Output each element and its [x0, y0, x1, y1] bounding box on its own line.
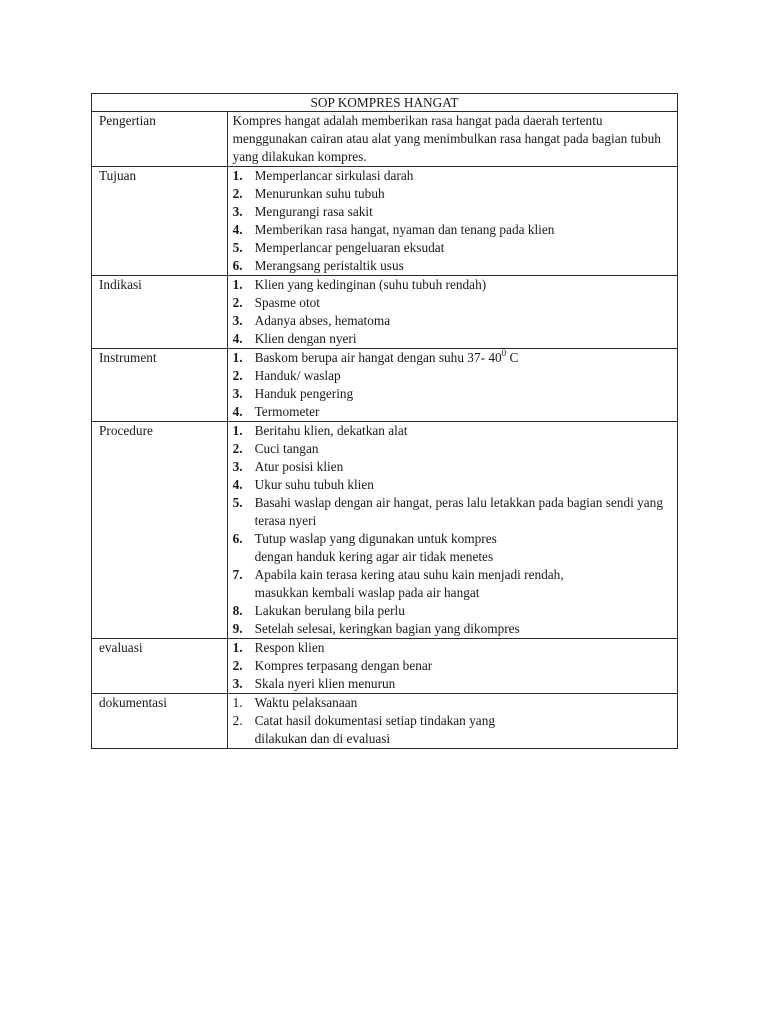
list-item [233, 494, 677, 530]
procedure-item6-line2: dengan handuk kering agar air tidak menetes [254, 549, 494, 564]
row-label-tujuan: Tujuan [92, 167, 228, 276]
list-item-text: Memperlancar sirkulasi darah [254, 168, 414, 183]
list-item [233, 257, 677, 275]
indikasi-list [233, 276, 677, 348]
list-item-text: Memberikan rasa hangat, nyaman dan tenang pada klien [254, 222, 555, 237]
list-item-text: Atur posisi klien [254, 459, 344, 474]
list-item-text: Termometer [254, 404, 320, 419]
list-item [233, 239, 677, 257]
dokumentasi-item2-line2: dilakukan dan di evaluasi [254, 731, 391, 746]
list-item-text: Waktu pelaksanaan [254, 695, 358, 710]
list-item-text: Menurunkan suhu tubuh [254, 186, 385, 201]
list-item [233, 385, 677, 403]
list-number: 4. [232, 222, 243, 237]
list-item [233, 458, 677, 476]
list-item [233, 367, 677, 385]
list-item [233, 639, 677, 657]
list-item [233, 694, 677, 712]
list-item-text [255, 349, 677, 367]
list-number: 4. [232, 331, 243, 346]
list-number: 3. [232, 676, 243, 691]
list-item-text: Klien yang kedinginan (suhu tubuh rendah) [254, 277, 487, 292]
dokumentasi-list-cell [227, 694, 677, 749]
list-item-text: Klien dengan nyeri [254, 331, 357, 346]
list-item [233, 566, 677, 602]
evaluasi-list-cell [227, 639, 677, 694]
list-number: 1. [232, 277, 243, 292]
procedure-item6-line1: Tutup waslap yang digunakan untuk kompres [254, 531, 497, 546]
list-item [233, 294, 677, 312]
list-item [233, 712, 677, 748]
list-item-text: Cuci tangan [254, 441, 319, 456]
list-item-text [255, 530, 677, 566]
list-item [233, 440, 677, 458]
list-number: 2. [232, 295, 243, 310]
list-number: 1. [232, 695, 243, 710]
row-instrument [92, 349, 678, 422]
list-number: 4. [232, 477, 243, 492]
list-item-text: Adanya abses, hematoma [254, 313, 391, 328]
row-label-evaluasi: evaluasi [92, 639, 228, 694]
row-label-pengertian: Pengertian [92, 112, 228, 167]
procedure-item7-line2: masukkan kembali waslap pada air hangat [254, 585, 480, 600]
row-label-indikasi: Indikasi [92, 276, 228, 349]
list-number: 6. [232, 258, 243, 273]
list-item-text: Lakukan berulang bila perlu [254, 603, 405, 618]
list-item-text: Spasme otot [254, 295, 320, 310]
table-title: SOP KOMPRES HANGAT [92, 94, 678, 112]
row-procedure [92, 422, 678, 639]
list-item-text: Beritahu klien, dekatkan alat [254, 423, 408, 438]
list-number: 5. [232, 240, 243, 255]
evaluasi-list [233, 639, 677, 693]
row-indikasi [92, 276, 678, 349]
procedure-item7-line1: Apabila kain terasa kering atau suhu kain menjadi rendah, [254, 567, 564, 582]
row-pengertian [92, 112, 678, 167]
instrument-list-cell [227, 349, 677, 422]
list-number: 3. [232, 459, 243, 474]
list-item [233, 602, 677, 620]
list-item-text: Respon klien [254, 640, 325, 655]
list-item-text: Memperlancar pengeluaran eksudat [254, 240, 445, 255]
tujuan-list [233, 167, 677, 275]
list-item [233, 403, 677, 421]
list-item [233, 221, 677, 239]
list-number: 3. [232, 204, 243, 219]
list-item-text: Basahi waslap dengan air hangat, peras lalu letakkan pada bagian sendi yang terasa nyeri [254, 495, 663, 528]
list-item [233, 330, 677, 348]
list-item-text: Kompres terpasang dengan benar [254, 658, 433, 673]
procedure-list-cell [227, 422, 677, 639]
list-item-text [255, 566, 677, 602]
list-number: 6. [232, 531, 243, 546]
list-number: 7. [232, 567, 243, 582]
list-number: 2. [232, 713, 243, 728]
list-item-text: Mengurangi rasa sakit [254, 204, 373, 219]
row-label-dokumentasi: dokumentasi [92, 694, 228, 749]
list-item [233, 185, 677, 203]
list-item [233, 167, 677, 185]
row-evaluasi [92, 639, 678, 694]
list-number: 5. [232, 495, 243, 510]
list-item-text: Merangsang peristaltik usus [254, 258, 404, 273]
indikasi-list-cell [227, 276, 677, 349]
list-number: 4. [232, 404, 243, 419]
list-item [233, 276, 677, 294]
list-item-text: Handuk/ waslap [254, 368, 341, 383]
list-item [233, 530, 677, 566]
row-dokumentasi [92, 694, 678, 749]
pengertian-text: Kompres hangat adalah memberikan rasa hangat pada daerah tertentu menggunakan cairan atau alat yang menimbulkan rasa hangat pada bagian tubuh yang dilakukan kompres. [227, 112, 677, 167]
sop-table [91, 93, 678, 749]
list-item [233, 657, 677, 675]
list-number: 3. [232, 313, 243, 328]
list-item [233, 203, 677, 221]
list-number: 2. [232, 658, 243, 673]
list-item [233, 349, 677, 367]
list-item-text: Handuk pengering [254, 386, 354, 401]
row-label-procedure: Procedure [92, 422, 228, 639]
title-row [92, 94, 678, 112]
list-item-text [255, 712, 677, 748]
list-item [233, 620, 677, 638]
degree-superscript: 0 [501, 348, 507, 358]
procedure-list [233, 422, 677, 638]
list-number: 1. [232, 350, 243, 365]
list-number: 9. [232, 621, 243, 636]
list-number: 2. [232, 186, 243, 201]
list-number: 1. [232, 640, 243, 655]
row-label-instrument: Instrument [92, 349, 228, 422]
list-number: 3. [232, 386, 243, 401]
row-tujuan [92, 167, 678, 276]
list-number: 1. [232, 423, 243, 438]
instrument-list [233, 349, 677, 421]
list-item-text: Ukur suhu tubuh klien [254, 477, 374, 492]
list-item [233, 675, 677, 693]
list-item-text: Skala nyeri klien menurun [254, 676, 396, 691]
tujuan-list-cell [227, 167, 677, 276]
list-item [233, 422, 677, 440]
instrument-item1-text: Baskom berupa air hangat dengan suhu 37- 40 [254, 350, 502, 365]
dokumentasi-item2-line1: Catat hasil dokumentasi setiap tindakan yang [254, 713, 496, 728]
list-number: 2. [232, 368, 243, 383]
list-number: 2. [232, 441, 243, 456]
list-number: 1. [232, 168, 243, 183]
instrument-item1-unit: C [506, 350, 519, 365]
list-number: 8. [232, 603, 243, 618]
list-item [233, 476, 677, 494]
list-item [233, 312, 677, 330]
dokumentasi-list [233, 694, 677, 748]
list-item-text: Setelah selesai, keringkan bagian yang dikompres [254, 621, 520, 636]
